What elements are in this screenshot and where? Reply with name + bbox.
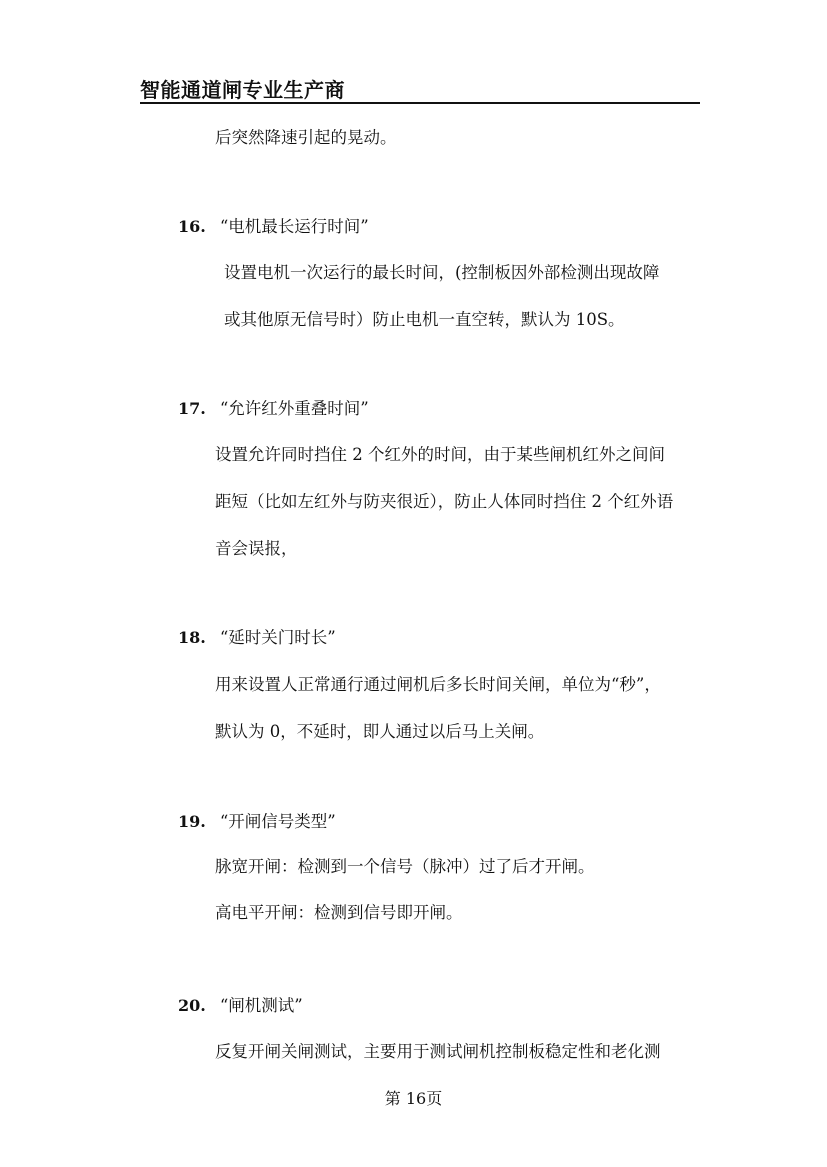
page-header — [140, 72, 700, 104]
paragraph-line: 默认为 0，不延时，即人通过以后马上关闸。 — [215, 722, 545, 741]
paragraph-line: 高电平开闸：检测到信号即开闸。 — [215, 903, 463, 922]
page-number: 第 16页 — [384, 1089, 443, 1108]
section-title: “延时关门时长” — [219, 628, 336, 647]
section-title: “开闸信号类型” — [219, 812, 336, 831]
paragraph-line: 后突然降速引起的晃动。 — [215, 128, 397, 147]
section-heading-19 — [178, 812, 336, 832]
paragraph-line: 或其他原无信号时）防止电机一直空转，默认为 10S。 — [224, 310, 625, 329]
paragraph-line: 设置允许同时挡住 2 个红外的时间，由于某些闸机红外之间间 — [215, 445, 665, 464]
paragraph-line: 反复开闸关闸测试，主要用于测试闸机控制板稳定性和老化测 — [215, 1042, 661, 1061]
section-number: 17. — [178, 399, 206, 418]
section-number: 20. — [178, 996, 206, 1015]
section-heading-20 — [178, 996, 303, 1016]
section-heading-18 — [178, 628, 336, 648]
section-heading-17 — [178, 399, 369, 419]
section-number: 19. — [178, 812, 206, 831]
header-title: 智能通道闸专业生产商 — [140, 78, 345, 102]
paragraph-line: 距短（比如左红外与防夹很近），防止人体同时挡住 2 个红外语 — [215, 492, 674, 511]
section-heading-16 — [178, 217, 369, 237]
section-title: “闸机测试” — [219, 996, 303, 1015]
paragraph-line: 音会误报， — [215, 539, 298, 558]
section-number: 18. — [178, 628, 206, 647]
paragraph-line: 设置电机一次运行的最长时间，(控制板因外部检测出现故障 — [224, 263, 660, 282]
paragraph-line: 脉宽开闸：检测到一个信号（脉冲）过了后才开闸。 — [215, 857, 595, 876]
section-title: “电机最长运行时间” — [219, 217, 369, 236]
section-number: 16. — [178, 217, 206, 236]
section-title: “允许红外重叠时间” — [219, 399, 369, 418]
paragraph-line: 用来设置人正常通行通过闸机后多长时间关闸，单位为“秒”， — [215, 675, 661, 694]
